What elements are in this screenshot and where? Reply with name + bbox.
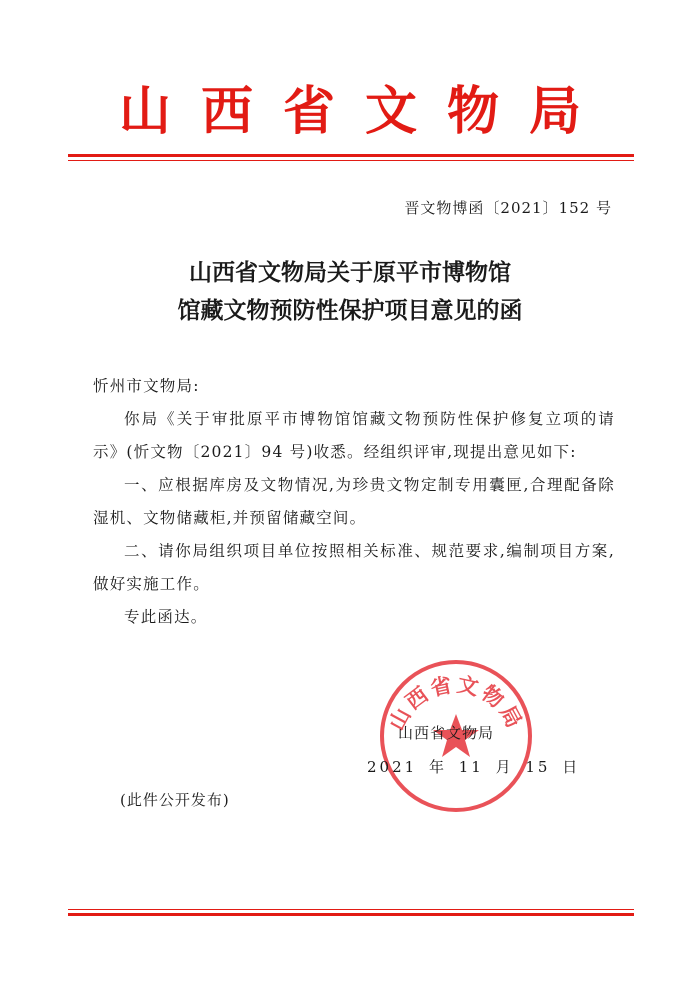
body-paragraph: 一、应根据库房及文物情况,为珍贵文物定制专用囊匣,合理配备除湿机、文物储藏柜,并预留储藏空间。 (93, 476, 615, 527)
document-body (93, 370, 615, 634)
signing-organization: 山西省文物局 (398, 724, 495, 742)
org-letterhead-title: 山西省文物局 (118, 81, 611, 142)
document-title-line-1: 山西省文物局关于原平市博物馆 (189, 259, 511, 286)
document-title (70, 254, 630, 330)
closing-phrase: 专此函达。 (124, 608, 208, 626)
document-title-line-2: 馆藏文物预防性保护项目意见的函 (177, 297, 523, 324)
footer-rule-thick (68, 913, 634, 916)
document-number: 晋文物博函〔2021〕152 号 (404, 199, 612, 217)
publish-note: (此件公开发布) (120, 791, 230, 809)
svg-text:山西省文物局: 山西省文物局 (383, 671, 529, 735)
header-rule-thin (68, 160, 634, 161)
header-rule-thick (68, 154, 634, 157)
body-paragraph: 二、请你局组织项目单位按照相关标准、规范要求,编制项目方案,做好实施工作。 (93, 542, 615, 593)
footer-rule-thin (68, 909, 634, 910)
salutation: 忻州市文物局: (93, 377, 200, 395)
body-paragraph: 你局《关于审批原平市博物馆馆藏文物预防性保护修复立项的请示》(忻文物〔2021〕94 号)收悉。经组织评审,现提出意见如下: (93, 410, 615, 461)
signing-date: 2021 年 11 月 15 日 (367, 758, 581, 776)
